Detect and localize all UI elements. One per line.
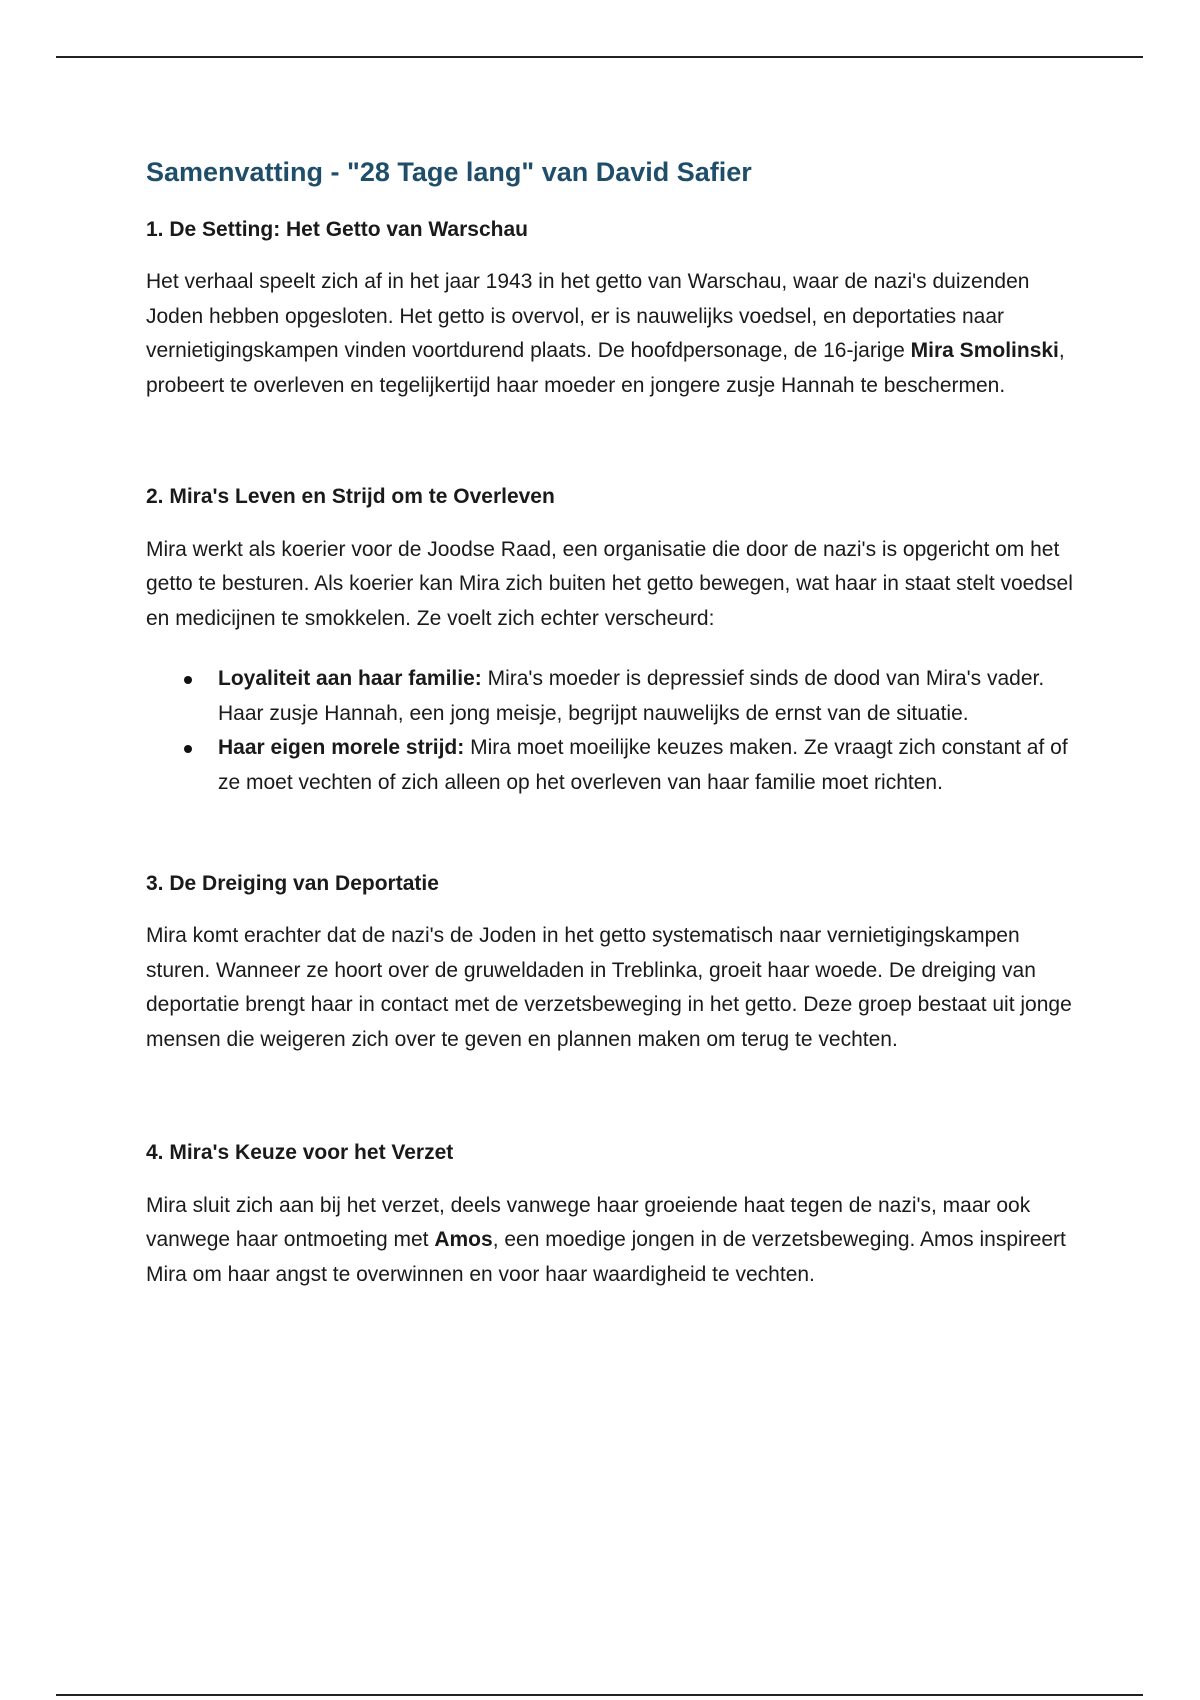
paragraph-text: , een moedige jongen in de verzetsbeweging. Amos inspireert Mira om haar angst te overwinnen en voor haar waardigheid te vechten. <box>146 1228 1066 1286</box>
section-paragraph <box>146 265 1076 403</box>
document-body <box>146 155 1076 1292</box>
list-item-text: Mira's moeder is depressief sinds de dood van Mira's vader. Haar zusje Hannah, een jong meisje, begrijpt nauwelijks de ernst van de situatie. <box>218 667 1045 725</box>
list-item-label: Loyaliteit aan haar familie: <box>218 667 482 691</box>
section-paragraph <box>146 533 1076 637</box>
section-resistance <box>146 1139 1076 1292</box>
emphasis-name: Amos <box>434 1228 493 1252</box>
section-life-struggle <box>146 483 1076 800</box>
emphasis-name: Mira Smolinski <box>910 339 1059 363</box>
list-item <box>146 731 1076 800</box>
bullet-icon <box>184 676 192 684</box>
section-heading: 1. De Setting: Het Getto van Warschau <box>146 218 528 242</box>
section-paragraph <box>146 919 1076 1057</box>
bottom-rule <box>56 1694 1143 1696</box>
paragraph-text: Het verhaal speelt zich af in het jaar 1943 in het getto van Warschau, waar de nazi's duizenden Joden hebben opgesloten. Het getto is overvol, er is nauwelijks voedsel, en deportaties naar vernietigingskampen vinden voortdurend plaats. De hoofdpersonage, de 16-jarige <box>146 270 1030 363</box>
top-rule <box>56 56 1143 58</box>
section-heading: 4. Mira's Keuze voor het Verzet <box>146 1141 454 1165</box>
list-item-label: Haar eigen morele strijd: <box>218 736 465 760</box>
paragraph-text: , probeert te overleven en tegelijkertijd haar moeder en jongere zusje Hannah te beschermen. <box>146 339 1065 397</box>
paragraph-text: Mira werkt als koerier voor de Joodse Raad, een organisatie die door de nazi's is opgericht om het getto te besturen. Als koerier kan Mira zich buiten het getto bewegen, wat haar in staat stelt voedsel en medicijnen te smokkelen. Ze voelt zich echter verscheurd: <box>146 537 1073 630</box>
page-title: Samenvatting - "28 Tage lang" van David Safier <box>146 157 752 187</box>
list-item-text: Mira moet moeilijke keuzes maken. Ze vraagt zich constant af of ze moet vechten of zich alleen op het overleven van haar familie moet richten. <box>218 736 1068 794</box>
section-paragraph <box>146 1189 1076 1293</box>
section-setting <box>146 216 1076 403</box>
section-heading: 3. De Dreiging van Deportatie <box>146 872 439 896</box>
section-deportation <box>146 870 1076 1057</box>
bullet-icon <box>184 745 192 753</box>
section-heading: 2. Mira's Leven en Strijd om te Overleven <box>146 485 555 509</box>
list-item <box>146 662 1076 731</box>
bullet-list <box>146 662 1076 800</box>
paragraph-text: Mira sluit zich aan bij het verzet, deels vanwege haar groeiende haat tegen de nazi's, maar ook vanwege haar ontmoeting met <box>146 1193 1031 1252</box>
paragraph-text: Mira komt erachter dat de nazi's de Joden in het getto systematisch naar vernietigingskampen sturen. Wanneer ze hoort over de gruweldaden in Treblinka, groeit haar woede. De dreiging van deportatie brengt haar in contact met de verzetsbeweging in het getto. Deze groep bestaat uit jonge mensen die weigeren zich over te geven en plannen maken om terug te vechten. <box>146 924 1072 1051</box>
